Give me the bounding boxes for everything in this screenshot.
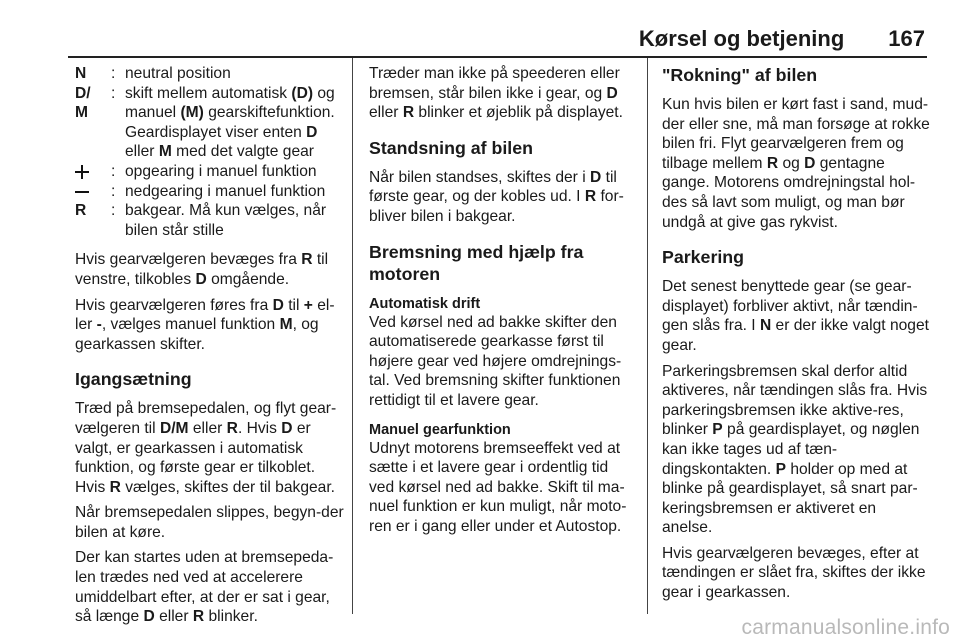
bold-gear-symbol: R — [109, 478, 121, 496]
paragraph: Hvis gearvælgeren føres fra D til + el‐ler -, vælges manuel funktion M, og gearkassen skifter. — [75, 296, 335, 353]
bold-gear-symbol: D — [590, 168, 602, 186]
paragraph: Hvis gearvælgeren bevæges fra R til venstre, tilkobles D omgående. — [75, 251, 329, 288]
paragraph: Træd på bremsepedalen, og flyt gear‐vælgeren til D/M eller R. Hvis D er valgt, er gearkassen i automatisk funktion, og første gear er tilkoblet. Hvis R vælges, skiftes der til bakgear. — [75, 400, 337, 496]
plus-icon — [75, 165, 89, 179]
column-divider — [647, 58, 648, 614]
page-header — [639, 26, 925, 52]
bold-gear-symbol: + — [303, 296, 313, 314]
bold-gear-symbol: N — [759, 317, 772, 335]
section-heading: Standsning af bilen — [369, 137, 533, 158]
legend-colon: : — [111, 202, 116, 220]
legend-row — [75, 64, 347, 84]
paragraph: Kun hvis bilen er kørt fast i sand, mud‐der eller sne, må man forsøge at rokke bilen fri. Flyt gearvælgeren frem og tilbage mellem R og D gentagne gange. Motorens omdrejningstal hol‐des så lavt som muligt, og man bør undgå at give gas rykvist. — [662, 96, 930, 231]
bold-gear-symbol: D — [195, 270, 207, 288]
bold-gear-symbol: R — [402, 104, 415, 122]
bold-gear-symbol: (D) — [291, 84, 314, 102]
bold-gear-symbol: R — [766, 154, 779, 172]
legend-description: bakgear. Må kun vælges, når bilen står stille — [125, 202, 327, 239]
section-heading: Bremsning med hjælp fra motoren — [369, 241, 584, 284]
header-rule — [68, 56, 927, 58]
paragraph: Udnyt motorens bremseeffekt ved at sætte i et lavere gear i ordentlig tid ved kørsel ned ad bakke. Skift til ma‐nuel funktion er kun muligt, når moto‐ren er i gang eller under et Autostop. — [369, 439, 627, 535]
bold-gear-symbol: D — [306, 123, 318, 141]
column-divider — [352, 58, 353, 614]
bold-gear-symbol: M — [158, 143, 172, 161]
column-middle — [369, 64, 634, 543]
section-heading: Parkering — [662, 247, 745, 268]
bold-gear-symbol: D — [281, 419, 293, 437]
bold-gear-symbol: D — [143, 608, 155, 626]
section-heading: "Rokning" af bilen — [662, 65, 818, 85]
paragraph: Der kan startes uden at bremsepeda‐len trædes ned ved at accelerere umiddelbart efter, at der er sat i gear, så længe D eller R blinker. — [75, 549, 334, 626]
paragraph: Hvis gearvælgeren bevæges, efter at tændingen er slået fra, skiftes der ikke gear i gearkassen. — [662, 544, 926, 602]
chapter-title: Kørsel og betjening — [638, 26, 845, 51]
paragraph: Når bilen standses, skiftes der i D til første gear, og der kobles ud. I R for‐bliver bilen i bakgear. — [369, 168, 624, 225]
bold-gear-symbol: (M) — [180, 104, 204, 122]
column-left-body — [75, 250, 347, 627]
legend-key: N — [75, 65, 87, 82]
legend-colon: : — [111, 162, 116, 180]
legend-colon: : — [111, 84, 116, 102]
section-heading: Igangsætning — [75, 369, 192, 390]
legend-colon: : — [111, 182, 116, 200]
bold-gear-symbol: D/M — [159, 419, 189, 437]
watermark: carmanualsonline.info — [741, 616, 950, 639]
legend-row — [75, 182, 347, 202]
paragraph: Når bremsepedalen slippes, begyn‐der bilen at køre. — [75, 504, 344, 541]
legend-description: nedgearing i manuel funktion — [125, 182, 326, 200]
bold-gear-symbol: R — [226, 419, 238, 437]
bold-gear-symbol: D — [272, 296, 284, 314]
gear-legend — [75, 64, 347, 240]
minus-icon — [75, 182, 111, 202]
legend-description: skift mellem automatisk (D) og manuel (M) gearskiftefunktion. Geardisplayet viser enten D eller M med det valgte gear — [125, 84, 335, 161]
legend-key: D/ M — [75, 84, 91, 122]
paragraph: Det senest benyttede gear (se gear‐displayet) forbliver aktivt, når tændin‐gen slås fra. I N er der ikke valgt noget gear. — [662, 278, 929, 354]
legend-description: neutral position — [125, 65, 231, 82]
legend-description: opgearing i manuel funktion — [125, 162, 317, 180]
bold-gear-symbol: - — [96, 316, 102, 334]
column-left — [75, 64, 347, 633]
paragraph: Træder man ikke på speederen eller bremsen, står bilen ikke i gear, og D eller R blinker et øjeblik på displayet. — [369, 65, 623, 122]
column-right — [662, 64, 930, 609]
legend-colon: : — [111, 65, 116, 82]
bold-gear-symbol: D — [606, 84, 618, 102]
bold-gear-symbol: P — [775, 460, 786, 478]
subsection-heading: Automatisk drift — [369, 295, 481, 312]
legend-row — [75, 162, 347, 182]
bold-gear-symbol: P — [712, 421, 723, 439]
bold-gear-symbol: R — [584, 188, 597, 206]
bold-gear-symbol: R — [301, 251, 313, 269]
legend-row — [75, 84, 347, 162]
subsection-heading: Manuel gearfunktion — [369, 421, 511, 438]
legend-row — [75, 201, 347, 240]
paragraph: Ved kørsel ned ad bakke skifter den automatiserede gearkasse først til højere gear ved højere omdrejnings‐tal. Ved bremsning skifter funktionen rettidigt til et lavere gear. — [369, 313, 622, 409]
minus-icon — [75, 185, 89, 199]
legend-key: R — [75, 202, 87, 220]
plus-icon — [75, 162, 111, 182]
bold-gear-symbol: D — [804, 154, 816, 172]
bold-gear-symbol: R — [192, 608, 205, 626]
bold-gear-symbol: M — [279, 316, 293, 334]
paragraph: Parkeringsbremsen skal derfor altid aktiveres, når tændingen slås fra. Hvis parkeringsbremsen ikke aktive‐res, blinker P på geardisplayet, og nøglen kan ikke tages ud af tæn‐dingskontakten. P holder op med at blinke på geardisplayet, så snart par‐keringsbremsen er aktiveret en anelse. — [662, 362, 928, 537]
page-number: 167 — [888, 26, 925, 51]
